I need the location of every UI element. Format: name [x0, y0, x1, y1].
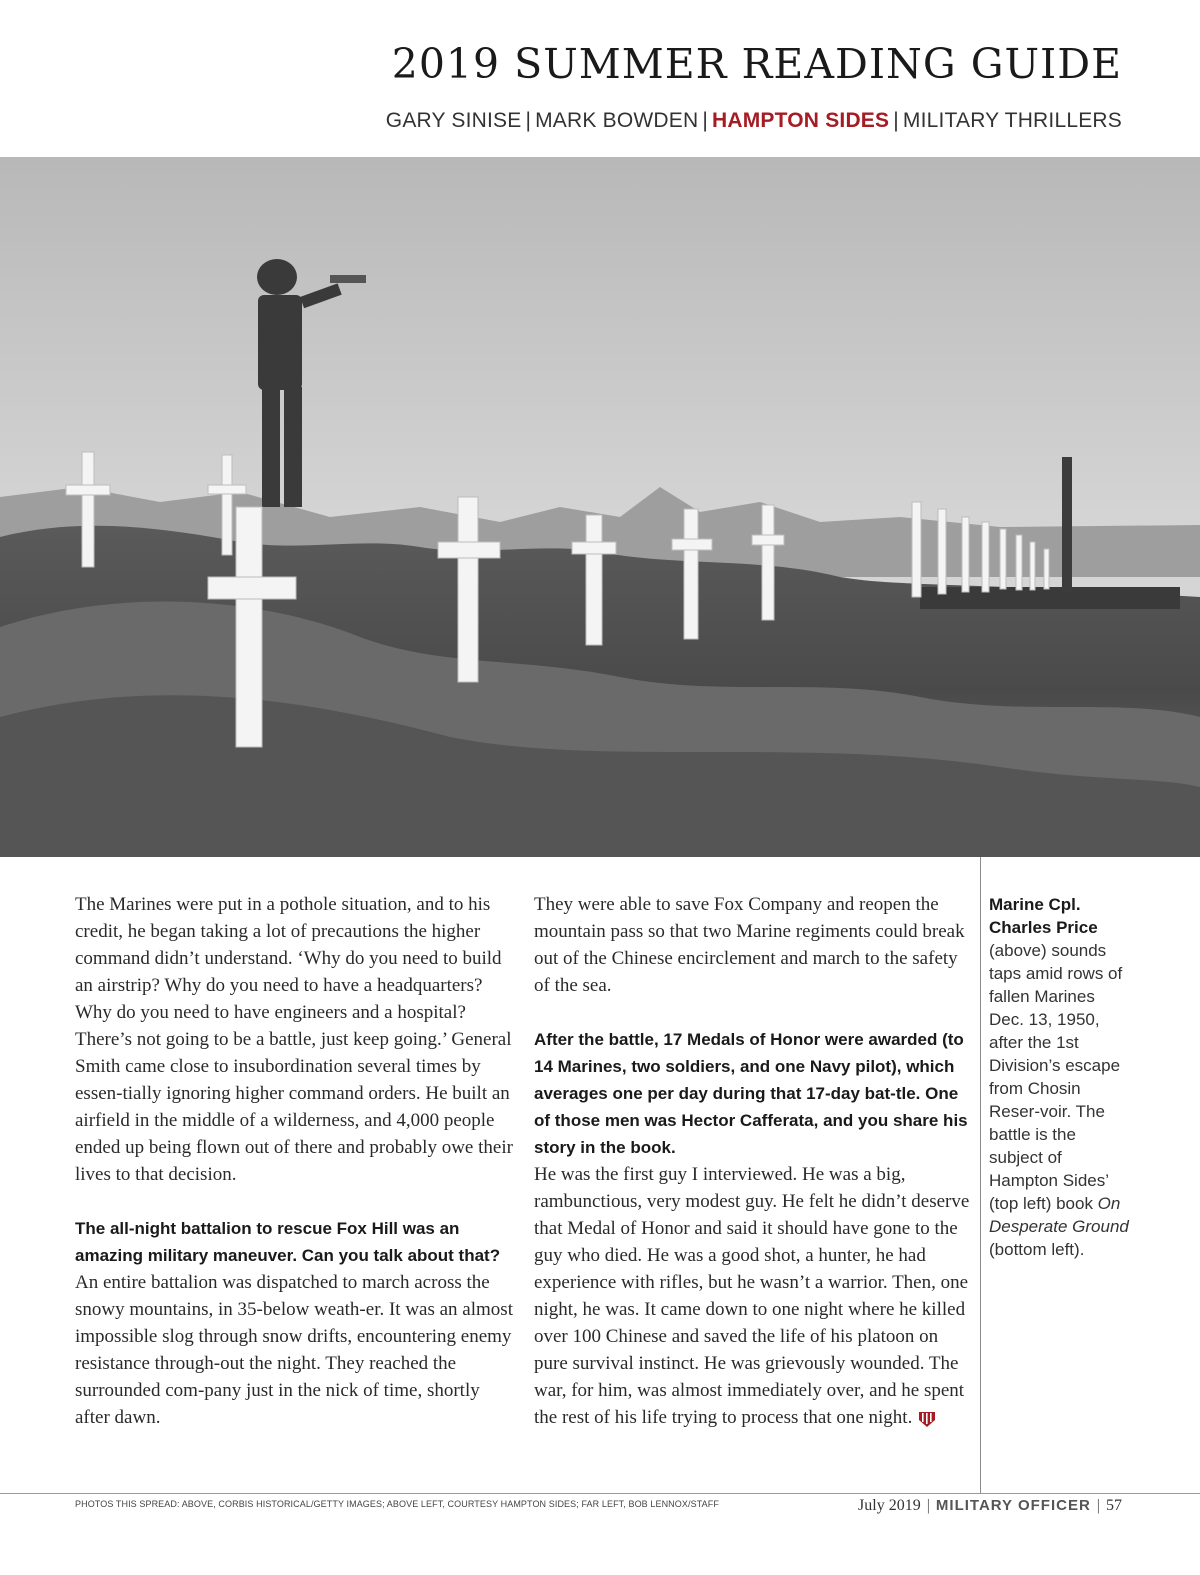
reading-guide-nav	[386, 109, 1122, 133]
page-folio	[858, 1497, 1122, 1515]
end-of-article-icon	[918, 1411, 936, 1427]
nav-item-mark-bowden[interactable]: MARK BOWDEN	[535, 109, 699, 132]
caption-book-title: On Desperate Ground	[989, 1194, 1129, 1236]
photo-caption	[989, 893, 1129, 1261]
nav-separator: |	[893, 109, 899, 132]
nav-item-hampton-sides[interactable]: HAMPTON SIDES	[711, 109, 890, 132]
nav-item-military-thrillers[interactable]: MILITARY THRILLERS	[902, 109, 1122, 132]
article-column-2	[534, 891, 972, 1431]
caption-subject: Marine Cpl. Charles Price	[989, 895, 1098, 937]
nav-separator: |	[525, 109, 532, 132]
article-column-1	[75, 891, 515, 1431]
interview-question: After the battle, 17 Medals of Honor were awarded (to 14 Marines, two soldiers, and one Navy pilot), which averages one per day during that 17-day bat-tle. One of those men was Hector Cafferata, and you share his story in the book.	[534, 1030, 968, 1157]
magazine-name: MILITARY OFFICER	[935, 1497, 1091, 1514]
answer-paragraph: They were able to save Fox Company and reopen the mountain pass so that two Marine regiments could break out of the Chinese encirclement and march to the safety of the sea.	[534, 894, 965, 996]
folio-separator: |	[1096, 1497, 1100, 1514]
answer-paragraph: The Marines were put in a pothole situation, and to his credit, he began taking a lot of precautions the higher command didn’t understand. ‘Why do you need to build an airstrip? Why do you need to have a headquarters? Why do you need to have engineers and a hospital? There’s not going to be a battle, just keep going.’ General Smith came close to insubordination several times by essen-tially ignoring higher command orders. He built an airfield in the middle of a wilderness, and 4,000 people ended up being flown out of there and probably owe their lives to that decision.	[75, 894, 513, 1185]
issue-date: July 2019	[858, 1497, 921, 1514]
interview-question: The all-night battalion to rescue Fox Hill was an amazing military maneuver. Can you talk about that?	[75, 1219, 501, 1265]
caption-text: (above) sounds taps amid rows of fallen Marines Dec. 13, 1950, after the 1st Division’s escape from Chosin Reser-voir. The battle is the subject of Hampton Sides’ (top left) book	[989, 941, 1123, 1213]
bugler-cemetery-photo	[0, 157, 1200, 857]
caption-text: (bottom left).	[989, 1240, 1085, 1259]
page-number: 57	[1106, 1497, 1122, 1514]
nav-separator: |	[702, 109, 708, 132]
nav-item-gary-sinise[interactable]: GARY SINISE	[385, 109, 522, 132]
answer-paragraph: An entire battalion was dispatched to march across the snowy mountains, in 35-below weath-er. It was an almost impossible slog through snow drifts, encountering enemy resistance through-out the night. They reached the surrounded com-pany just in the nick of time, shortly after dawn.	[75, 1272, 513, 1428]
column-divider	[980, 857, 981, 1493]
footer-divider	[0, 1493, 1200, 1494]
answer-paragraph: He was the first guy I interviewed. He was a big, rambunctious, very modest guy. He felt he didn’t deserve that Medal of Honor and said it should have gone to the guy who died. He was a good shot, a hunter, he had experience with rifles, but he wasn’t a warrior. Then, one night, he was. It came down to one night where he killed over 100 Chinese and saved the life of his platoon on pure survival instinct. He was grievously wounded. The war, for him, was almost immediately over, and he spent the rest of his life trying to process that one night.	[534, 1164, 970, 1428]
folio-separator: |	[926, 1497, 930, 1514]
photo-credits: PHOTOS THIS SPREAD: ABOVE, CORBIS HISTORICAL/GETTY IMAGES; ABOVE LEFT, COURTESY HAMPTON SIDES; FAR LEFT, BOB LENNOX/STAFF	[75, 1499, 719, 1509]
page-section-title: 2019 SUMMER READING GUIDE	[391, 40, 1122, 88]
